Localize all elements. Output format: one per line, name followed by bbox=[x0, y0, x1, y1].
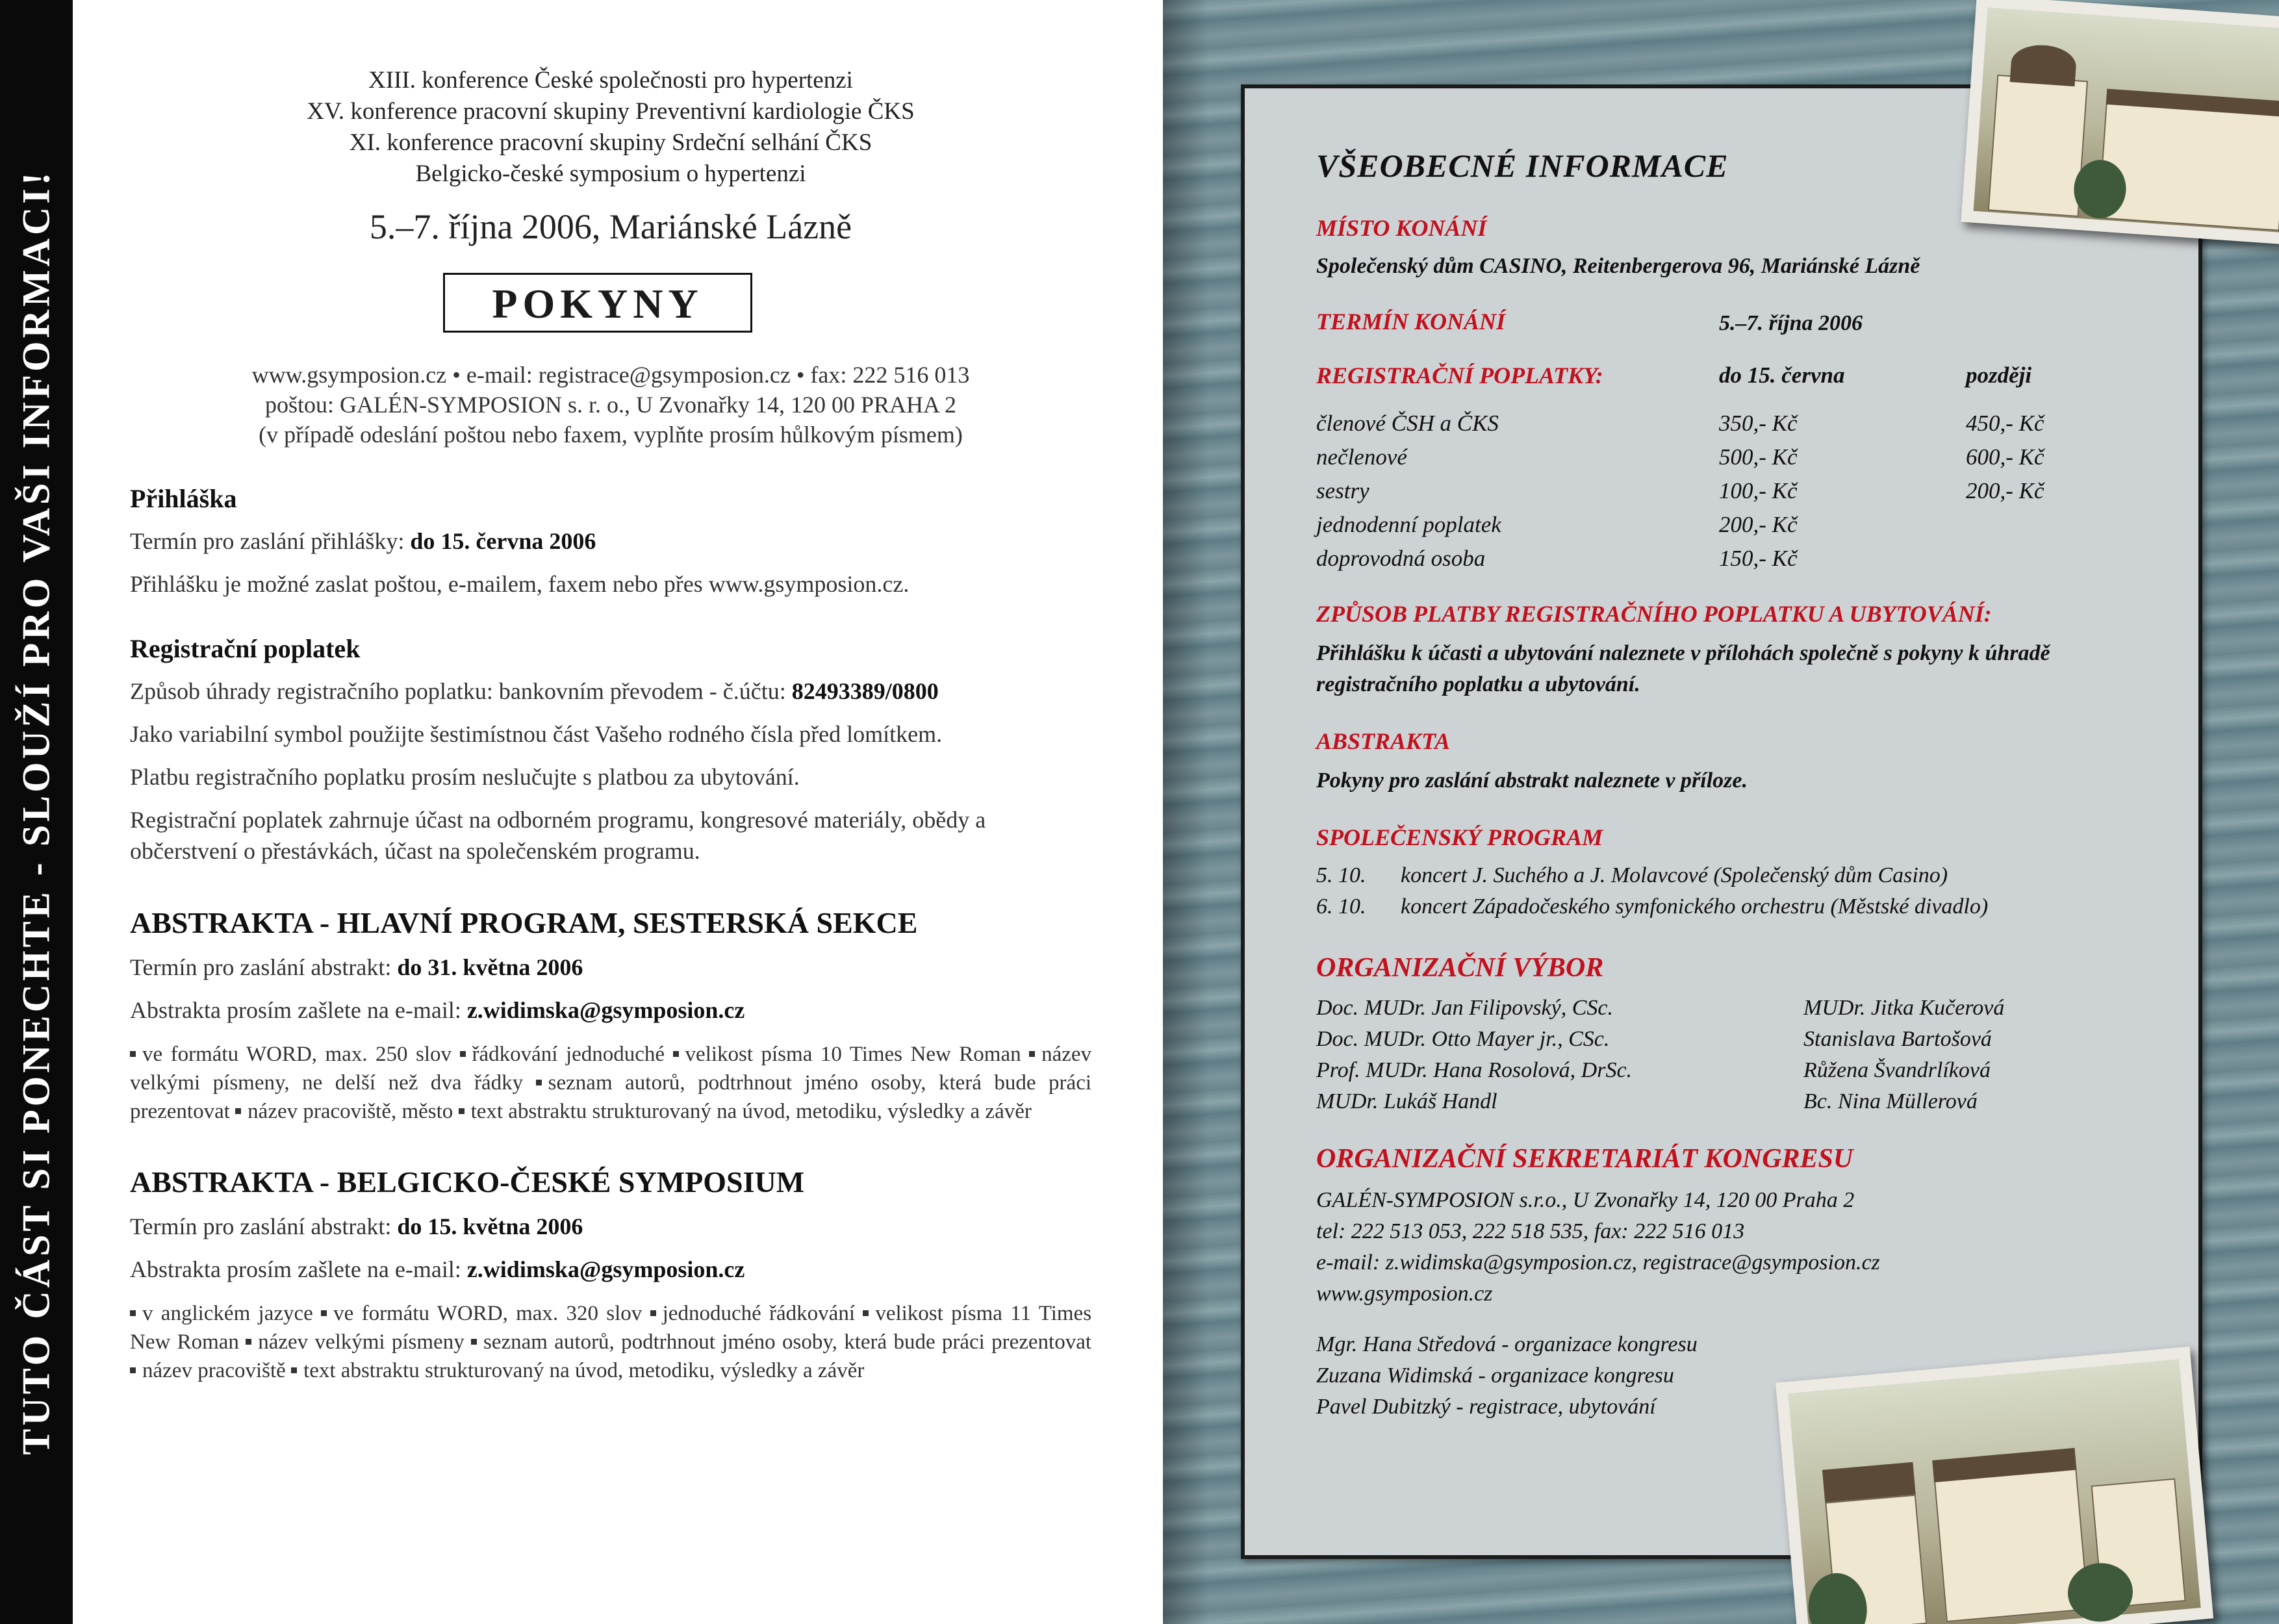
fee-late: 450,- Kč bbox=[1966, 411, 2044, 436]
committee-member: MUDr. Jitka Kučerová bbox=[1803, 996, 2005, 1020]
fee-label: doprovodná osoba bbox=[1316, 546, 1486, 571]
bullet-item: seznam autorů, podtrhnout jméno osoby, která bude práci prezentovat bbox=[130, 1071, 1092, 1123]
bullet-item: velikost písma 11 Times New Roman bbox=[130, 1302, 1092, 1354]
termin-value: 5.–7. října 2006 bbox=[1719, 311, 1863, 335]
committee-col-2 bbox=[1803, 993, 2141, 1117]
deadline-label: Termín pro zaslání přihlášky: bbox=[130, 528, 405, 554]
side-band-text: TUTO ČÁST SI PONECHTE - SLOUŽÍ PRO VAŠI INFORMACI! bbox=[14, 169, 58, 1455]
fee-col-late: později bbox=[1966, 362, 2032, 388]
bullet-icon bbox=[459, 1108, 465, 1114]
bullet-icon bbox=[130, 1367, 136, 1373]
staff-line: Mgr. Hana Středová - organizace kongresu bbox=[1316, 1332, 1698, 1356]
bullet-icon bbox=[863, 1310, 869, 1316]
bullet-icon bbox=[235, 1108, 241, 1114]
bullet-item: název pracoviště, město bbox=[248, 1100, 453, 1123]
conference-date: 5.–7. října 2006, Mariánské Lázně bbox=[369, 207, 852, 246]
deadline-value: do 15. června 2006 bbox=[410, 528, 596, 554]
bullet-icon bbox=[673, 1051, 679, 1057]
section-heading-prihlaska: Přihláška bbox=[130, 484, 237, 513]
bullet-item: ve formátu WORD, max. 320 slov bbox=[333, 1302, 643, 1325]
section-heading-abstrakta-hlavni: ABSTRAKTA - HLAVNÍ PROGRAM, SESTERSKÁ SEKCE bbox=[130, 906, 918, 939]
bullet-item: řádkování jednoduché bbox=[472, 1043, 665, 1066]
list-item bbox=[1316, 860, 2141, 891]
program-date: 6. 10. bbox=[1316, 894, 1366, 919]
deadline-value: do 31. května 2006 bbox=[397, 954, 583, 980]
bullet-item: název velkými písmeny bbox=[258, 1330, 465, 1354]
section-heading-abstrakta-belgicko: ABSTRAKTA - BELGICKO-ČESKÉ SYMPOSIUM bbox=[130, 1165, 805, 1199]
sekretariat-line: e-mail: z.widimska@gsymposion.cz, registrace@gsymposion.cz bbox=[1316, 1250, 1880, 1275]
contact-block bbox=[130, 360, 1091, 450]
program-text: koncert J. Suchého a J. Molavcové (Společenský dům Casino) bbox=[1401, 863, 1948, 887]
committee-member: Růžena Švandrlíková bbox=[1803, 1058, 1991, 1082]
committee-member: Stanislava Bartošová bbox=[1803, 1027, 1992, 1051]
bullet-icon bbox=[471, 1339, 477, 1345]
bullet-icon bbox=[130, 1310, 136, 1316]
fee-header-row bbox=[1316, 359, 2141, 392]
abstrakta-belgicko-deadline bbox=[130, 1211, 1091, 1242]
fee-label: nečlenové bbox=[1316, 444, 1407, 470]
contact-line: (v případě odeslání poštou nebo faxem, vyplňte prosím hůlkovým písmem) bbox=[259, 422, 963, 448]
contact-line: www.gsymposion.cz • e-mail: registrace@gsymposion.cz • fax: 222 516 013 bbox=[251, 362, 970, 388]
side-band bbox=[0, 0, 73, 1624]
poplatek-text: Jako variabilní symbol použijte šestimístnou část Vašeho rodného čísla před lomítkem. bbox=[130, 721, 943, 747]
committee-member: Doc. MUDr. Otto Mayer jr., CSc. bbox=[1316, 1027, 1610, 1051]
fee-early: 500,- Kč bbox=[1719, 444, 1798, 470]
sekretariat-line: GALÉN-SYMPOSION s.r.o., U Zvonařky 14, 120 00 Praha 2 bbox=[1316, 1188, 1855, 1212]
abstrakta-belgicko-bullets bbox=[130, 1299, 1091, 1385]
bullet-item: ve formátu WORD, max. 250 slov bbox=[142, 1043, 452, 1066]
program-heading: SPOLEČENSKÝ PROGRAM bbox=[1316, 824, 1603, 850]
deadline-label: Termín pro zaslání abstrakt: bbox=[130, 954, 392, 980]
contact-line: poštou: GALÉN-SYMPOSION s. r. o., U Zvonařky 14, 120 00 PRAHA 2 bbox=[264, 392, 957, 418]
photo-building bbox=[1988, 75, 2088, 217]
bullet-item: jednoduché řádkování bbox=[662, 1302, 855, 1325]
table-row bbox=[1316, 542, 2141, 576]
page-title: POKYNY bbox=[443, 273, 752, 333]
fee-late bbox=[1966, 542, 2141, 576]
staff-line: Pavel Dubitzký - registrace, ubytování bbox=[1316, 1395, 1656, 1419]
table-row bbox=[1316, 474, 2141, 508]
abstrakta-belgicko-email bbox=[130, 1254, 1091, 1285]
bullet-icon bbox=[536, 1080, 542, 1085]
termin-heading: TERMÍN KONÁNÍ bbox=[1316, 309, 1506, 335]
email-label: Abstrakta prosím zašlete na e-mail: bbox=[130, 997, 461, 1023]
deadline-value: do 15. května 2006 bbox=[397, 1213, 583, 1239]
fee-late: 600,- Kč bbox=[1966, 444, 2044, 470]
fee-col-early: do 15. června bbox=[1719, 362, 1845, 388]
fee-early: 100,- Kč bbox=[1719, 478, 1798, 503]
bullet-icon bbox=[460, 1051, 466, 1057]
bullet-item: název velkými písmeny, ne delší než dva řádky bbox=[130, 1043, 1092, 1095]
photo-building bbox=[1934, 1467, 2089, 1622]
abstrakta-text: Pokyny pro zaslání abstrakt naleznete v příloze. bbox=[1316, 768, 1748, 793]
photo-building bbox=[2098, 102, 2279, 231]
bullet-icon bbox=[291, 1367, 297, 1373]
general-info-title: VŠEOBECNÉ INFORMACE bbox=[1316, 147, 1729, 184]
committee-col-1 bbox=[1316, 993, 1803, 1117]
abstrakta-heading: ABSTRAKTA bbox=[1316, 728, 1451, 754]
misto-value: Společenský dům CASINO, Reitenbergerova 96, Mariánské Lázně bbox=[1316, 254, 1920, 278]
payment-label: Způsob úhrady registračního poplatku: bankovním převodem - č.účtu: bbox=[130, 678, 786, 704]
poplatek-text: Platbu registračního poplatku prosím neslučujte s platbou za ubytování. bbox=[130, 764, 800, 790]
conference-line: XIII. konference České společnosti pro hypertenzi bbox=[368, 67, 853, 94]
conference-line: XV. konference pracovní skupiny Preventivní kardiologie ČKS bbox=[307, 98, 915, 125]
fee-label: jednodenní poplatek bbox=[1316, 512, 1501, 537]
zpusob-heading: ZPŮSOB PLATBY REGISTRAČNÍHO POPLATKU A UBYTOVÁNÍ: bbox=[1316, 601, 1992, 627]
spa-building-photo bbox=[1961, 0, 2279, 246]
table-row bbox=[1316, 508, 2141, 542]
payment-method bbox=[130, 676, 1091, 707]
list-item bbox=[1316, 891, 2141, 922]
right-page bbox=[1163, 0, 2279, 1624]
conference-list bbox=[130, 65, 1091, 190]
section-heading-poplatek: Registrační poplatek bbox=[130, 634, 361, 663]
fee-table bbox=[1316, 407, 2141, 576]
prihlaska-deadline bbox=[130, 526, 1091, 557]
bank-account: 82493389/0800 bbox=[791, 678, 939, 704]
sekretariat-contacts bbox=[1316, 1185, 2141, 1310]
deadline-label: Termín pro zaslání abstrakt: bbox=[130, 1213, 392, 1239]
program-date: 5. 10. bbox=[1316, 863, 1366, 887]
fee-late bbox=[1966, 508, 2141, 542]
table-row bbox=[1316, 407, 2141, 440]
fee-early: 150,- Kč bbox=[1719, 546, 1798, 571]
left-content bbox=[130, 65, 1091, 1385]
fee-early: 350,- Kč bbox=[1719, 411, 1798, 436]
email-label: Abstrakta prosím zašlete na e-mail: bbox=[130, 1256, 461, 1282]
bullet-item: seznam autorů, podtrhnout jméno osoby, která bude práci prezentovat bbox=[483, 1330, 1092, 1354]
sekretariat-line: tel: 222 513 053, 222 518 535, fax: 222 516 013 bbox=[1316, 1219, 1745, 1243]
prihlaska-text: Přihlášku je možné zaslat poštou, e-mailem, faxem nebo přes www.gsymposion.cz. bbox=[130, 571, 910, 597]
bullet-icon bbox=[1029, 1051, 1035, 1057]
program-text: koncert Západočeského symfonického orchestru (Městské divadlo) bbox=[1401, 894, 1989, 919]
bullet-item: velikost písma 10 Times New Roman bbox=[685, 1043, 1021, 1066]
bullet-item: text abstraktu strukturovaný na úvod, metodiku, výsledky a závěr bbox=[470, 1100, 1032, 1123]
abstrakta-hlavni-email bbox=[130, 995, 1091, 1026]
committee-member: MUDr. Lukáš Handl bbox=[1316, 1089, 1497, 1113]
bullet-icon bbox=[130, 1051, 136, 1057]
staff-line: Zuzana Widimská - organizace kongresu bbox=[1316, 1364, 1674, 1388]
vybor-heading: ORGANIZAČNÍ VÝBOR bbox=[1316, 953, 1604, 983]
committee-member: Bc. Nina Müllerová bbox=[1803, 1089, 1978, 1113]
bullet-icon bbox=[321, 1310, 327, 1316]
email-value: z.widimska@gsymposion.cz bbox=[466, 997, 745, 1023]
sekretariat-heading: ORGANIZAČNÍ SEKRETARIÁT KONGRESU bbox=[1316, 1144, 1853, 1174]
zpusob-text: Přihlášku k účasti a ubytování naleznete v přílohách společně s pokyny k úhradě registračního poplatku a ubytování. bbox=[1316, 641, 2050, 696]
bullet-item: název pracoviště bbox=[142, 1359, 286, 1382]
table-row bbox=[1316, 440, 2141, 474]
abstrakta-hlavni-bullets bbox=[130, 1040, 1091, 1126]
poplatky-heading: REGISTRAČNÍ POPLATKY: bbox=[1316, 362, 1603, 388]
email-value: z.widimska@gsymposion.cz bbox=[466, 1256, 745, 1282]
abstrakta-hlavni-deadline bbox=[130, 952, 1091, 983]
conference-line: Belgicko-české symposium o hypertenzi bbox=[415, 160, 806, 187]
info-panel bbox=[1241, 84, 2202, 1559]
committee-member: Prof. MUDr. Hana Rosolová, DrSc. bbox=[1316, 1058, 1633, 1082]
binding-shadow bbox=[1163, 0, 1208, 1624]
program-list bbox=[1316, 860, 2141, 922]
bullet-icon bbox=[650, 1310, 656, 1316]
poplatek-text: Registrační poplatek zahrnuje účast na odborném programu, kongresové materiály, obědy a občerstvení o přestávkách, účast na společenském programu. bbox=[130, 807, 986, 864]
misto-heading: MÍSTO KONÁNÍ bbox=[1316, 215, 1487, 241]
fee-early: 200,- Kč bbox=[1719, 512, 1798, 537]
info-content bbox=[1316, 147, 2141, 1423]
sekretariat-line: www.gsymposion.cz bbox=[1316, 1282, 1493, 1306]
conference-line: XI. konference pracovní skupiny Srdeční selhání ČKS bbox=[349, 129, 872, 156]
town-view-photo bbox=[1776, 1347, 2213, 1624]
bullet-icon bbox=[246, 1339, 251, 1345]
fee-label: členové ČSH a ČKS bbox=[1316, 411, 1499, 436]
committee-member: Doc. MUDr. Jan Filipovský, CSc. bbox=[1316, 996, 1614, 1020]
bullet-item: v anglickém jazyce bbox=[142, 1302, 313, 1325]
bullet-item: text abstraktu strukturovaný na úvod, metodiku, výsledky a závěr bbox=[303, 1359, 865, 1382]
fee-label: sestry bbox=[1316, 478, 1369, 503]
committee-list bbox=[1316, 993, 2141, 1117]
termin-row bbox=[1316, 308, 2141, 339]
fee-late: 200,- Kč bbox=[1966, 478, 2044, 503]
